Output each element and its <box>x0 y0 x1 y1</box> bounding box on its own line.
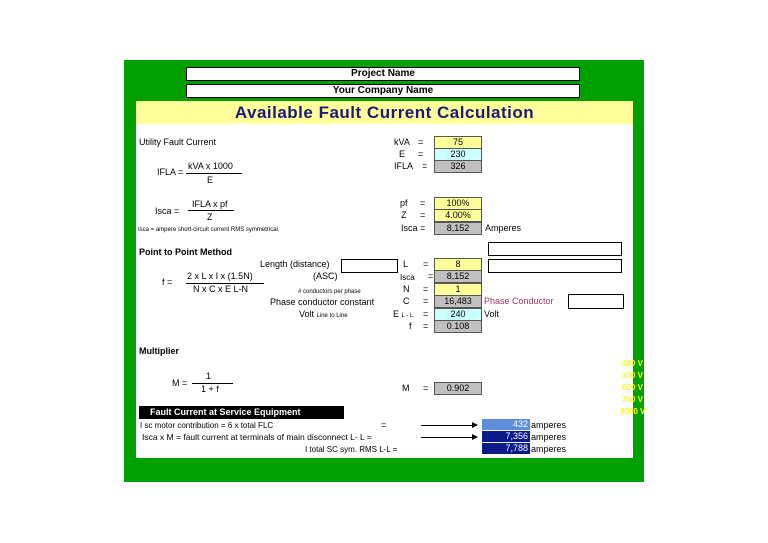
arrow-icon <box>421 425 477 426</box>
e-input[interactable]: 230 <box>434 148 482 161</box>
p2p-heading: Point to Point Method <box>139 247 232 257</box>
isca-fraction-line <box>188 210 234 211</box>
motor-contribution-value: 432 <box>482 419 530 430</box>
description-field-1[interactable] <box>488 242 622 256</box>
volt-unit: Volt <box>484 309 500 319</box>
isca-value: 8,152 <box>434 222 482 235</box>
phase-constant-label: Phase conductor constant <box>270 297 375 307</box>
multiplier-heading: Multiplier <box>139 346 179 356</box>
eq-sign: = <box>422 161 428 171</box>
phase-conductor-label: Phase Conductor <box>484 296 554 306</box>
motor-contribution-label: I sc motor contribution = 6 x total FLC <box>140 421 274 430</box>
ifla-value: 326 <box>434 160 482 173</box>
ifla-formula-label: IFLA = <box>157 167 184 177</box>
eq-sign: = <box>423 321 429 331</box>
m-formula-denominator: 1 + f <box>201 384 219 394</box>
kva-label: kVA <box>394 137 410 147</box>
volt-label: Volt Line to Line <box>299 309 348 319</box>
side-label: 480 V <box>622 359 643 368</box>
length-text-field[interactable] <box>341 259 398 273</box>
z-input[interactable]: 4.00% <box>434 209 482 222</box>
m-label: M <box>402 383 410 393</box>
amperes-unit: amperes <box>531 432 567 442</box>
side-label: 750 V <box>622 395 643 404</box>
total-sc-label: I total SC sym. RMS L-L = <box>305 445 398 454</box>
ifla-fraction-line <box>186 173 242 174</box>
isca-formula-label: Isca = <box>155 206 180 216</box>
eq-sign: = <box>420 210 426 220</box>
eq-sign: = <box>381 420 387 430</box>
p2p-isca-value: 8,152 <box>434 270 482 283</box>
company-name-field[interactable]: Your Company Name <box>186 84 580 98</box>
isca-formula-denominator: Z <box>207 212 213 222</box>
ifla-label: IFLA <box>394 161 414 171</box>
f-formula-denominator: N x C x E L-N <box>193 284 249 294</box>
project-name-field[interactable]: Project Name <box>186 67 580 81</box>
kva-input[interactable]: 75 <box>434 136 482 149</box>
m-formula-numerator: 1 <box>206 371 212 381</box>
isca-label: Isca = <box>401 223 426 233</box>
description-field-2[interactable] <box>488 259 622 273</box>
eq-sign: = <box>423 383 429 393</box>
c-label: C <box>403 296 410 306</box>
isca-note: Isca = ampere short-circuit current RMS symmetrical. <box>138 227 280 233</box>
utility-heading: Utility Fault Current <box>139 137 217 147</box>
eq-sign: = <box>423 309 429 319</box>
ifla-formula-denominator: E <box>207 175 214 185</box>
n-input[interactable]: 1 <box>434 283 482 296</box>
total-sc-value: 7,788 <box>482 443 530 454</box>
eq-sign: = <box>420 198 426 208</box>
amperes-unit: Amperes <box>485 223 522 233</box>
f-formula-label: f = <box>162 277 173 287</box>
eq-sign: = <box>423 296 429 306</box>
eq-sign: = <box>428 271 434 281</box>
e-label: E <box>399 149 406 159</box>
isca-formula-numerator: IFLA x pf <box>192 199 228 209</box>
ff-label: f <box>409 321 412 331</box>
p2p-isca-label: Isca <box>400 273 415 282</box>
z-label: Z <box>401 210 407 220</box>
side-label: 1000 V <box>620 407 646 416</box>
service-heading: Fault Current at Service Equipment <box>150 407 301 417</box>
f-formula-numerator: 2 x L x I x (1.5N) <box>187 271 253 281</box>
amperes-unit: amperes <box>531 444 567 454</box>
ell-input[interactable]: 240 <box>434 308 482 321</box>
l-label: L <box>403 259 409 269</box>
side-label: 600 V <box>622 383 643 392</box>
eq-sign: = <box>418 137 424 147</box>
amperes-unit: amperes <box>531 420 567 430</box>
main-disconnect-value: 7,356 <box>482 431 530 442</box>
ifla-formula-numerator: kVA x 1000 <box>188 161 233 171</box>
l-input[interactable]: 8 <box>434 258 482 271</box>
conductors-note: # conductors per phase <box>298 289 361 295</box>
phase-conductor-select[interactable] <box>568 294 624 309</box>
arrow-icon <box>421 437 477 438</box>
eq-sign: = <box>423 284 429 294</box>
c-value: 16,483 <box>434 295 482 308</box>
pf-input[interactable]: 100% <box>434 197 482 210</box>
main-disconnect-label: Isca x M = fault current at terminals of main disconnect L- L = <box>142 432 372 442</box>
page-title: Available Fault Current Calculation <box>234 103 535 122</box>
ell-label: E L - L <box>393 309 414 319</box>
eq-sign: = <box>423 259 429 269</box>
length-label: Length (distance) <box>260 259 330 269</box>
pf-label: pf <box>400 198 408 208</box>
side-label: 300 V <box>622 371 643 380</box>
n-label: N <box>403 284 410 294</box>
m-value: 0.902 <box>434 382 482 395</box>
m-formula-label: M = <box>172 378 188 388</box>
eq-sign: = <box>418 149 424 159</box>
asc-label: (ASC) <box>313 271 338 281</box>
ff-value: 0.108 <box>434 320 482 333</box>
